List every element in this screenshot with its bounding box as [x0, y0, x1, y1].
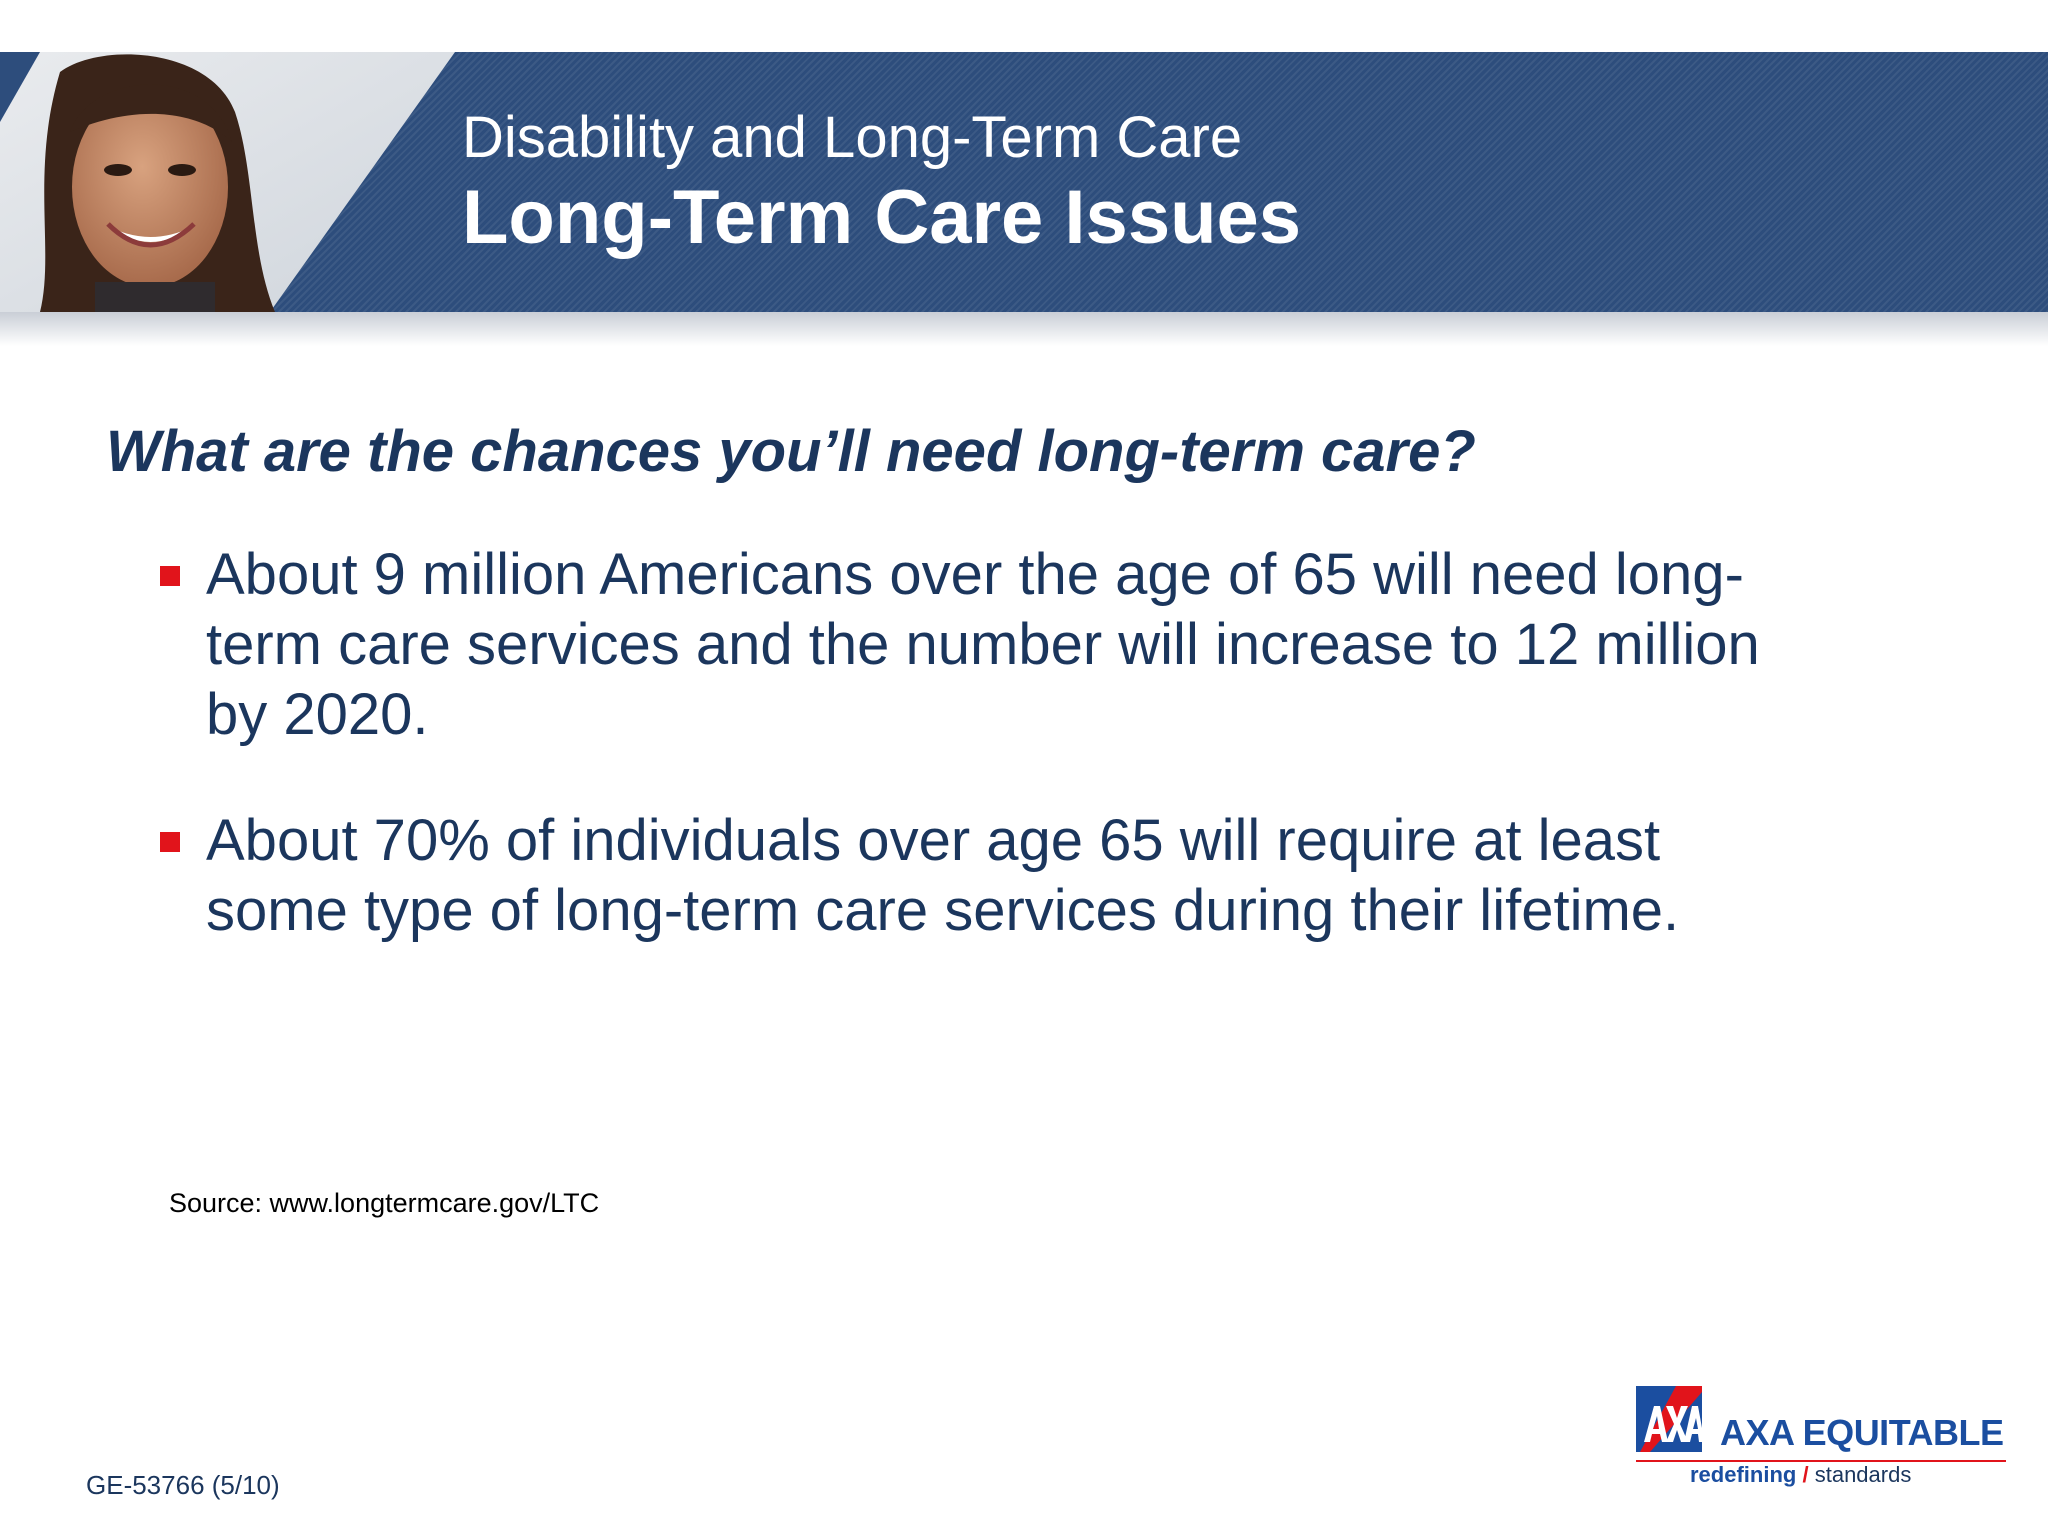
header-subtitle: Disability and Long-Term Care — [462, 105, 1243, 170]
brand-tagline — [1690, 1462, 1911, 1488]
bullet-item — [158, 806, 1798, 946]
bullet-text: About 70% of individuals over age 65 will require at least some type of long-term care services during their lifetime. — [206, 808, 1680, 943]
tagline-rest: standards — [1814, 1462, 1912, 1487]
bullet-item — [158, 540, 1798, 750]
header-photo — [0, 52, 455, 312]
tagline-slash: / — [1802, 1462, 1809, 1487]
bullet-square-icon — [160, 832, 180, 852]
header-banner-shadow — [0, 312, 2048, 346]
document-code: GE-53766 (5/10) — [86, 1470, 280, 1500]
bullet-square-icon — [160, 566, 180, 586]
brand-name: AXA EQUITABLE — [1720, 1412, 2004, 1453]
tagline-strong: redefining — [1690, 1462, 1797, 1487]
section-question: What are the chances you’ll need long-term care? — [106, 419, 1476, 484]
source-citation: Source: www.longtermcare.gov/LTC — [169, 1188, 600, 1218]
bullet-text: About 9 million Americans over the age of 65 will need long-term care services and the number will increase to 12 million by 2020. — [206, 542, 1760, 747]
bullet-list — [158, 540, 1798, 1002]
page-title: Long-Term Care Issues — [462, 175, 1302, 260]
